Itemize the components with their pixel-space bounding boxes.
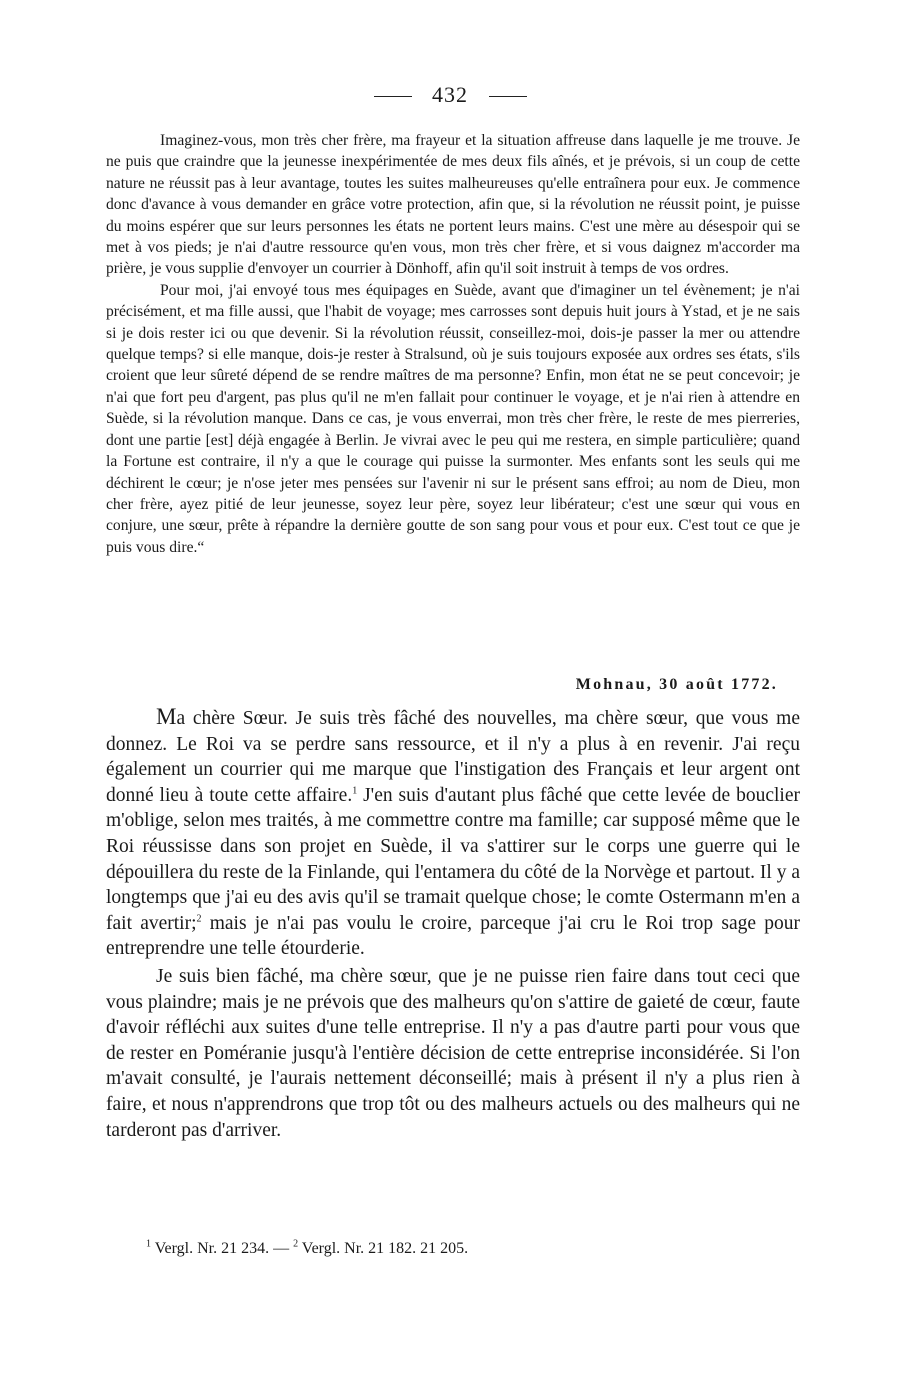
quoted-letter-paragraph-2: Pour moi, j'ai envoyé tous mes équipages en Suède, avant que d'imaginer un tel évènement; je n'ai précisément, et ma fille aussi, que l'habit de voyage; mes carrosses sont depuis huit jours à Ystad, et je ne sais si je dois rester ici ou que devenir. Si la révolution réussit, conseillez-moi, dois-je passer la mer ou attendre quelque temps? si elle manque, dois-je rester à Stralsund, où je suis toujours exposée aux ordres ses états, s'ils croient que leur sûreté dépend de se rendre maîtres de ma personne? Enfin, mon état ne se peut concevoir; je n'ai que fort peu d'argent, pas plus qu'il ne m'en fallait pour continuer le voyage, et je n'ai rien à attendre en Suède, si la révolution manque. Dans ce cas, je vous enverrai, mon très cher frère, le reste de mes pierreries, dont une partie [est] déjà engagée à Berlin. Je vivrai avec le peu qui me restera, en simple particulière; quand la Fortune est contraire, il n'y a que le courage qui puisse la surmonter. Mes enfants sont les seuls qui me déchirent le cœur; je n'ose jeter mes pensées sur l'avenir ni sur le présent sans effroi; au nom de Dieu, mon cher frère, ayez pitié de leur jeunesse, soyez leur père, soyez leur libérateur; c'est une sœur qui vous en conjure, une sœur, prête à répandre la dernière goutte de son sang pour vous et pour eux. C'est tout ce que je puis vous dire.“: [106, 281, 800, 556]
footnote-ref-1: 1: [352, 785, 358, 797]
footnote-text-1: Vergl. Nr. 21 234. —: [151, 1240, 294, 1257]
dateline: Mohnau, 30 août 1772.: [575, 676, 778, 693]
page-header: [0, 82, 900, 108]
quoted-letter: [106, 130, 800, 558]
header-rule-left: [374, 96, 412, 97]
reply-letter: [106, 704, 800, 1145]
footnote-text-2: Vergl. Nr. 21 182. 21 205.: [298, 1240, 469, 1257]
footnote-ref-2: 2: [196, 913, 202, 925]
footnotes: [146, 1240, 796, 1258]
reply-paragraph-1-part-b: J'en suis d'autant plus fâché que cette levée de bouclier m'oblige, selon mes traités, à me commettre contre ma famille; car supposé même que le Roi réussisse dans son projet en Suède, il va s'attirer sur le corps une guerre qui le dépouillera du reste de la Finlande, qui l'entamera du côté de la Norvège et partout. Il y a longtemps que j'ai eu des avis qu'il se tramait quelque chose; le comte Ostermann m'en a fait avertir;: [106, 784, 800, 934]
reply-letter-paragraph-1: [106, 704, 800, 962]
reply-paragraph-1-part-a: a chère Sœur. Je suis très fâché des nouvelles, ma chère sœur, que vous me donnez. Le Roi va se perdre sans ressource, et il n'y a plus à en revenir. J'ai reçu également un courrier qui me marque que l'instigation des Français et leur argent ont donné lieu à toute cette affaire.: [106, 708, 800, 806]
reply-letter-paragraph-2: Je suis bien fâché, ma chère sœur, que je ne puisse rien faire dans tout ceci que vous plaindre; mais je ne prévois que des malheurs qu'on s'attire de gaieté de cœur, faute d'avoir réfléchi aux suites d'une telle entreprise. Il n'y a pas d'autre parti pour vous que de rester en Poméranie jusqu'à l'entière décision de cette entreprise inconsidérée. Si l'on m'avait consulté, je l'aurais nettement déconseillé; mais à présent il n'y a plus rien à faire, et nous n'apprendrons que trop tôt ou des malheurs actuels ou des malheurs qui ne tarderont pas d'arriver.: [106, 965, 800, 1141]
page-number: 432: [432, 82, 468, 107]
footnote-mark-1: 1: [146, 1238, 151, 1250]
reply-paragraph-1-part-c: mais je n'ai pas voulu le croire, parceque j'ai cru le Roi trop sage pour entreprendre une telle étourderie.: [106, 912, 800, 960]
salutation-initial: M: [156, 704, 177, 729]
header-rule-right: [489, 96, 527, 97]
quoted-letter-paragraph-1: Imaginez-vous, mon très cher frère, ma frayeur et la situation affreuse dans laquelle je me trouve. Je ne puis que craindre que la jeunesse inexpérimentée de mes deux fils aînés, et je prévois, si un coup de cette nature ne réussit pas à leur avantage, toutes les suites malheureuses qu'elle entraînera pour eux. Je commence donc d'avance à vous demander en grâce votre protection, afin que, si la révolution ne réussit point, je puisse du moins espérer que sur leurs personnes les états ne portent leurs mains. C'est une mère au désespoir qui se met à vos pieds; je n'ai d'autre ressource qu'en vous, mon très cher frère, et si vous daignez m'accorder ma prière, je vous supplie d'envoyer un courrier à Dönhoff, afin qu'il soit instruit à temps de vos ordres.: [106, 132, 800, 278]
footnote-mark-2: 2: [293, 1238, 299, 1250]
